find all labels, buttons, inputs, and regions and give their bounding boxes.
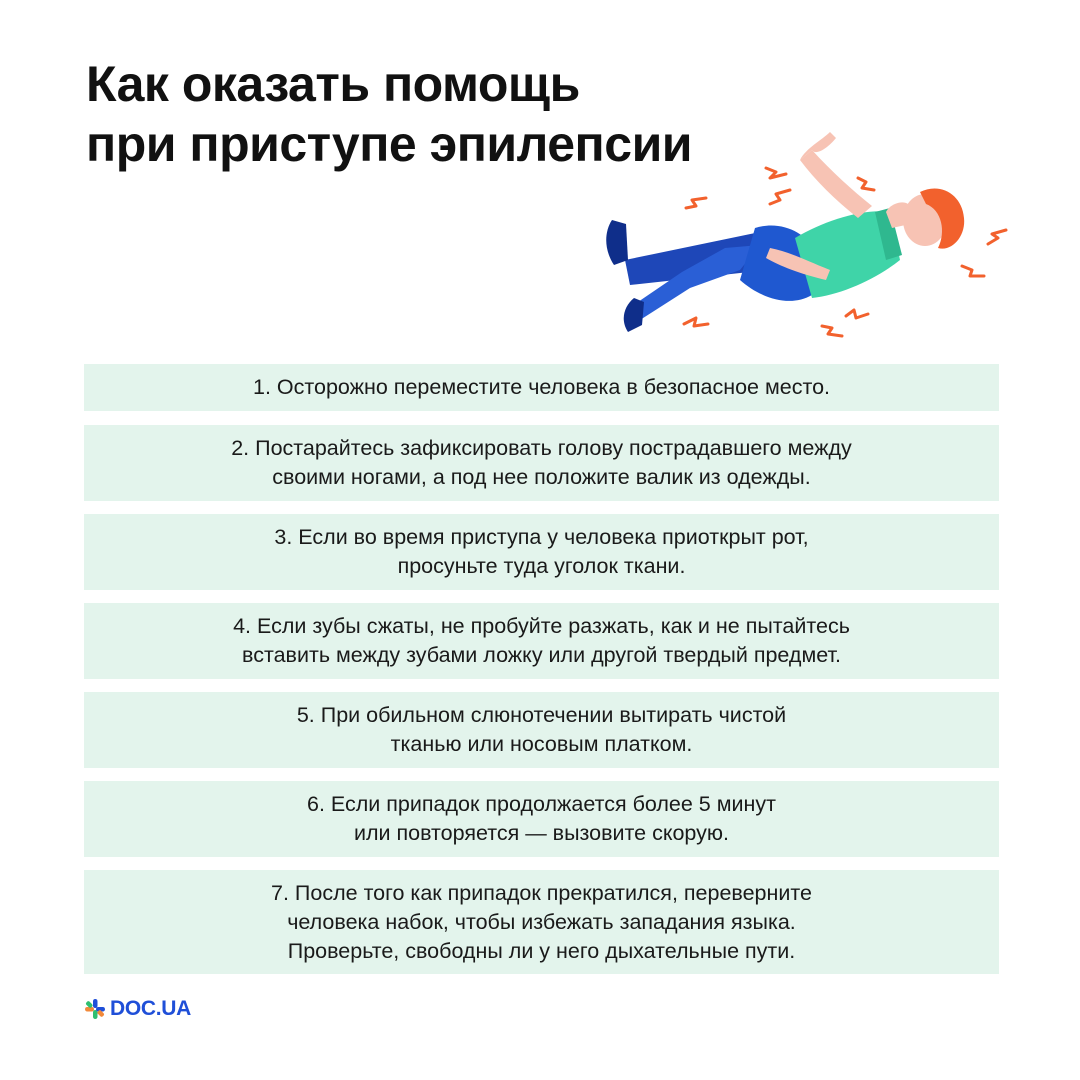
step-7-line-2: человека набок, чтобы избежать западания языка.	[287, 909, 796, 934]
step-2-line-2: своими ногами, а под нее положите валик из одежды.	[272, 465, 811, 489]
step-4-line-1: 4. Если зубы сжаты, не пробуйте разжать, как и не пытайтесь	[233, 614, 850, 638]
logo-text: DOC.UA	[110, 997, 192, 1020]
step-item-5	[84, 692, 999, 768]
step-item-2	[84, 425, 999, 501]
step-item-7	[84, 870, 999, 974]
step-7-line-1: 7. После того как припадок прекратился, переверните	[271, 880, 812, 905]
step-5-line-1: 5. При обильном слюнотечении вытирать чистой	[296, 703, 787, 727]
step-7-line-3: Проверьте, свободны ли у него дыхательные пути.	[287, 938, 796, 963]
raised-arm	[800, 150, 872, 218]
step-item-1	[84, 364, 999, 411]
step-1-line-1: 1. Осторожно переместите человека в безопасное место.	[253, 375, 830, 399]
step-3-line-1: 3. Если во время приступа у человека приоткрыт рот,	[274, 525, 809, 549]
foot-left	[606, 220, 628, 265]
foot-right	[624, 298, 644, 332]
doc-ua-logo	[84, 995, 191, 1023]
step-2-line-1: 2. Постарайтесь зафиксировать голову пострадавшего между	[231, 436, 852, 460]
person-seizure-illustration	[590, 120, 1020, 360]
step-item-4	[84, 603, 999, 679]
step-3-line-2: просуньте туда уголок ткани.	[397, 554, 686, 578]
title-line-1: Как оказать помощь	[86, 56, 580, 112]
step-5-line-2: тканью или носовым платком.	[390, 732, 693, 756]
step-6-line-1: 6. Если припадок продолжается более 5 минут	[306, 792, 776, 816]
step-4-line-2: вставить между зубами ложку или другой твердый предмет.	[242, 643, 841, 667]
doc-ua-asterisk-icon	[84, 998, 106, 1020]
step-6-line-2: или повторяется — вызовите скорую.	[353, 821, 730, 845]
step-item-3	[84, 514, 999, 590]
title-line-2: при приступе эпилепсии	[86, 116, 693, 172]
step-item-6	[84, 781, 999, 857]
